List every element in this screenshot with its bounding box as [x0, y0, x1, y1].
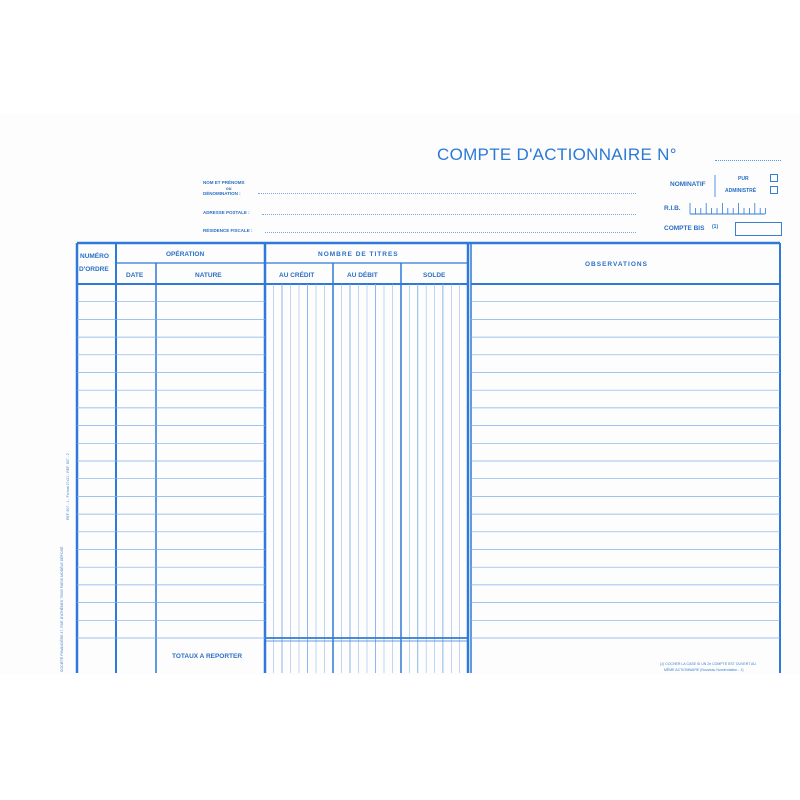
residence-label: RÉSIDENCE FISCALE :	[203, 228, 253, 233]
credit-label: AU CRÉDIT	[279, 272, 315, 279]
compte-bis-note: (1)	[712, 224, 719, 230]
nom-label-1: NOM ET PRÉNOMS	[203, 180, 245, 185]
footnote-2: MÊME ACTIONNAIRE (Nouveau Numérotation - 1)	[664, 668, 744, 672]
solde-label: SOLDE	[423, 272, 446, 279]
numero-label-1: NUMÉRO	[80, 253, 109, 260]
form-title: COMPTE D'ACTIONNAIRE N°	[437, 145, 677, 164]
totaux-label: TOTAUX A REPORTER	[172, 653, 243, 660]
side-print-1: SOCIÉTÉ FINANCIÈRE 47, RUE D'ATHÈNES 75009 PARIS MODÈLE DÉPOSÉ	[60, 546, 64, 672]
date-label: DATE	[126, 272, 144, 279]
operation-label: OPÉRATION	[166, 251, 205, 258]
compte-bis-label: COMPTE BIS	[664, 225, 705, 232]
numero-label-2: D'ORDRE	[79, 266, 109, 273]
footnote-1: (1) COCHER LA CASE SI UN 2e COMPTE EST OUVERT AU	[660, 662, 756, 666]
nom-label-3: DÉNOMINATION :	[203, 191, 241, 196]
rib-label: R.I.B.	[664, 205, 681, 212]
pur-label: PUR	[738, 176, 749, 182]
nominatif-label: NOMINATIF	[670, 181, 706, 188]
administre-label: ADMINISTRÉ	[725, 188, 757, 194]
nature-label: NATURE	[195, 272, 222, 279]
adresse-label: ADRESSE POSTALE :	[203, 210, 250, 215]
debit-label: AU DÉBIT	[347, 272, 378, 279]
nombre-label: NOMBRE DE TITRES	[318, 251, 399, 258]
nom-label-2: ou	[226, 186, 232, 191]
observations-label: OBSERVATIONS	[585, 261, 648, 268]
side-print-2: REF. 807 - 1 - Format 27x21 - REF. 807 - 2	[66, 453, 70, 520]
